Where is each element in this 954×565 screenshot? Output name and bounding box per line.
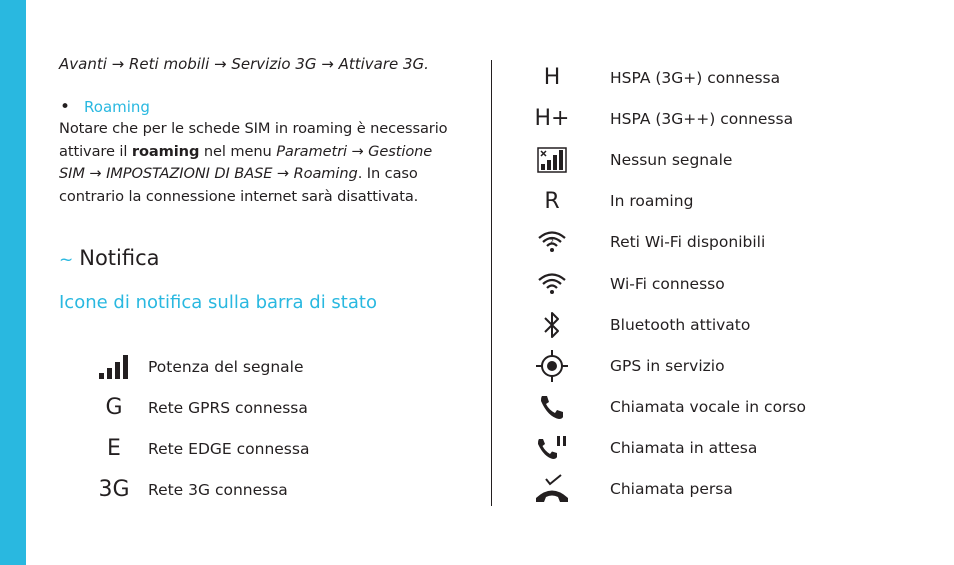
missed-call-icon (520, 474, 584, 504)
icon-label: HSPA (3G++) connessa (610, 109, 794, 128)
hspa-plus-icon: H+ (534, 106, 570, 132)
list-item (520, 304, 940, 345)
icon-label: Wi-Fi connesso (610, 274, 725, 293)
roaming-bold: roaming (131, 142, 200, 160)
icon-label: Chiamata in attesa (610, 439, 758, 458)
icon-label: In roaming (610, 192, 694, 211)
list-item (520, 469, 940, 510)
status-icons-right (520, 57, 940, 510)
signal-bars-icon (80, 354, 148, 380)
roaming-text-2: nel menu (199, 142, 277, 160)
gps-icon (520, 349, 584, 383)
call-hold-icon (520, 434, 584, 462)
side-accent-bar (0, 0, 26, 565)
icon-label: Bluetooth attivato (610, 315, 751, 334)
list-item (520, 181, 940, 222)
icon-label: HSPA (3G+) connessa (610, 68, 781, 87)
wifi-connected-icon (520, 272, 584, 296)
roaming-paragraph (59, 118, 459, 208)
icon-label: Reti Wi-Fi disponibili (610, 233, 766, 252)
roaming-text-3: . In caso contrario la connessione internet sarà disattivata. (59, 165, 419, 205)
list-item (520, 428, 940, 469)
section-tilde: ~ (59, 250, 74, 270)
list-item (520, 263, 940, 304)
list-item (520, 387, 940, 428)
roaming-heading-row (59, 96, 459, 118)
icon-label: Potenza del segnale (148, 357, 304, 376)
section-heading (59, 246, 459, 270)
section-title: Notifica (79, 246, 160, 270)
list-item (80, 346, 480, 387)
icon-label: Chiamata vocale in corso (610, 398, 806, 417)
roaming-text-1: Notare che per le schede SIM in roaming è necessario attivare il (59, 120, 448, 160)
roaming-menu-path: Parametri → Gestione SIM → IMPOSTAZIONI DI BASE → Roaming (59, 142, 433, 182)
gprs-icon: G (105, 395, 123, 420)
svg-text:?: ? (550, 238, 554, 247)
hspa-icon: H (543, 65, 561, 91)
wifi-available-icon (520, 230, 584, 254)
icon-label: Nessun segnale (610, 150, 733, 169)
icon-label: Chiamata persa (610, 480, 733, 499)
column-divider (491, 60, 492, 506)
status-icons-left (80, 346, 480, 510)
subsection-title: Icone di notifica sulla barra di stato (59, 292, 377, 313)
icon-label: Rete EDGE connessa (148, 439, 310, 458)
list-item (520, 345, 940, 386)
icon-label: Rete 3G connessa (148, 480, 288, 499)
list-item (80, 387, 480, 428)
icon-label: GPS in servizio (610, 356, 725, 375)
no-signal-icon (520, 147, 584, 173)
3g-icon: 3G (98, 477, 130, 502)
nav-path: Avanti → Reti mobili → Servizio 3G → Attivare 3G. (59, 55, 429, 73)
edge-icon: E (107, 436, 121, 461)
list-item (520, 98, 940, 139)
phone-call-icon (520, 393, 584, 421)
list-item (80, 469, 480, 510)
roaming-icon: R (544, 188, 560, 214)
list-item (520, 222, 940, 263)
bullet: • (60, 97, 71, 117)
list-item (80, 428, 480, 469)
list-item (520, 57, 940, 98)
left-column (59, 52, 459, 313)
roaming-heading: Roaming (84, 98, 150, 116)
icon-label: Rete GPRS connessa (148, 398, 308, 417)
list-item (520, 139, 940, 180)
bluetooth-icon (520, 309, 584, 341)
